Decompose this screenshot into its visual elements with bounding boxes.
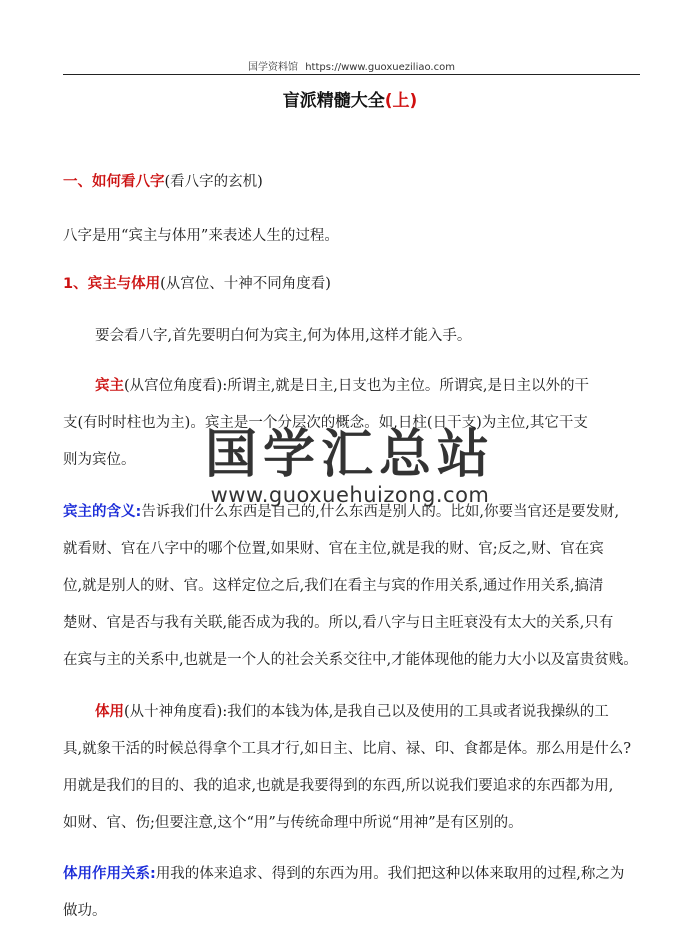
- paragraph-5-label: 体用作用关系:: [63, 866, 156, 882]
- paragraph-5-text-1: 用我的体来追求、得到的东西为用。我们把这种以体来取用的过程,称之为: [155, 866, 625, 882]
- paragraph-3-line-4: 楚财、官是否与我有关联,能否成为我的。所以,看八字与日主旺衰没有太大的关系,只有: [63, 615, 614, 631]
- title-suffix: (上): [384, 91, 418, 111]
- subsection-heading: [63, 274, 643, 294]
- paragraph-2-text-1: (从宫位角度看):所谓主,就是日主,日支也为主位。所谓宾,是日主以外的干: [124, 378, 590, 394]
- paragraph-3-line-3: 位,就是别人的财、官。这样定位之后,我们在看主与宾的作用关系,通过作用关系,搞清: [63, 578, 604, 594]
- section-heading-text: 一、如何看八字: [63, 174, 165, 190]
- page-header: [63, 58, 640, 75]
- section-heading: [63, 172, 643, 192]
- paragraph-1: 要会看八字,首先要明白何为宾主,何为体用,这样才能入手。: [95, 328, 472, 344]
- title-main: 盲派精髓大全: [282, 91, 385, 111]
- paragraph-2-line-2: 支(有时时柱也为主)。宾主是一个分层次的概念。如,日柱(日干支)为主位,其它干支: [63, 415, 588, 431]
- section-heading-note: (看八字的玄机): [164, 174, 263, 190]
- paragraph-4-line-4: 如财、官、伤;但要注意,这个“用”与传统命理中所说“用神”是有区别的。: [63, 815, 523, 831]
- paragraph-2-line-1: [95, 376, 643, 396]
- header-url[interactable]: https://www.guoxueziliao.com: [305, 62, 455, 73]
- intro-paragraph: 八字是用“宾主与体用”来表述人生的过程。: [63, 228, 339, 244]
- subsection-heading-note: (从宫位、十神不同角度看): [160, 276, 331, 292]
- paragraph-2-line-3: 则为宾位。: [63, 452, 136, 468]
- paragraph-3-label: 宾主的含义:: [63, 504, 142, 520]
- header-site-name: 国学资料馆: [248, 62, 299, 73]
- paragraph-4-line-3: 用就是我们的目的、我的追求,也就是我要得到的东西,所以说我们要追求的东西都为用,: [63, 778, 614, 794]
- subsection-heading-text: 1、宾主与体用: [63, 276, 161, 292]
- paragraph-3-text-1: 告诉我们什么东西是自己的,什么东西是别人的。比如,你要当官还是要发财,: [141, 504, 620, 520]
- paragraph-4-label: 体用: [95, 704, 124, 720]
- paragraph-2-label: 宾主: [95, 378, 124, 394]
- paragraph-5-line-1: [63, 864, 643, 884]
- watermark-text: 国学汇总站: [204, 425, 495, 485]
- paragraph-3-line-2: 就看财、官在八字中的哪个位置,如果财、官在主位,就是我的财、官;反之,财、官在宾: [63, 541, 604, 557]
- paragraph-4-line-1: [95, 702, 643, 722]
- watermark-url: www.guoxuehuizong.com: [210, 483, 490, 507]
- paragraph-3-line-5: 在宾与主的关系中,也就是一个人的社会关系交往中,才能体现他的能力大小以及富贵贫贱。: [63, 652, 638, 668]
- paragraph-4-text-1: (从十神角度看):我们的本钱为体,是我自己以及使用的工具或者说我操纵的工: [124, 704, 609, 720]
- paragraph-5-line-2: 做功。: [63, 903, 107, 919]
- document-title: [0, 86, 700, 111]
- paragraph-4-line-2: 具,就象干活的时候总得拿个工具才行,如日主、比肩、禄、印、食都是体。那么用是什么?: [63, 741, 631, 757]
